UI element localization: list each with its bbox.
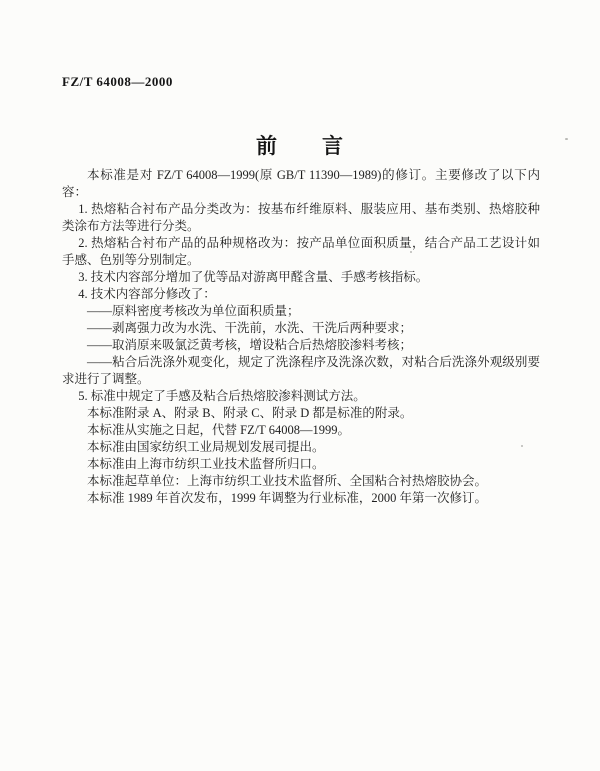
foreword-history: 本标准 1989 年首次发布，1999 年调整为行业标准，2000 年第一次修订。	[87, 491, 488, 505]
foreword-item-3: 3. 技术内容部分增加了优等品对游离甲醛含量、手感考核指标。	[78, 270, 429, 284]
standard-number: FZ/T 64008—2000	[62, 74, 173, 89]
foreword-managed-by: 本标准由上海市纺织工业技术监督所归口。	[87, 457, 325, 471]
scan-speck	[565, 138, 568, 140]
foreword-subitem-density: ——原料密度考核改为单位面积质量；	[87, 304, 300, 318]
foreword-body	[62, 167, 540, 507]
foreword-subitem-chlorine: ——取消原来吸氯泛黄考核，增设粘合后热熔胶渗料考核；	[87, 338, 413, 352]
foreword-item-2: 2. 热熔粘合衬布产品的品种规格改为：按产品单位面积质量，结合产品工艺设计如手感、色别等分别制定。	[62, 236, 540, 267]
foreword-drafted-by: 本标准起草单位：上海市纺织工业技术监督所、全国粘合衬热熔胶协会。	[87, 474, 488, 488]
foreword-subitem-washing: ——粘合后洗涤外观变化，规定了洗涤程序及洗涤次数，对粘合后洗涤外观级别要求进行了调整。	[62, 355, 540, 386]
foreword-proposed-by: 本标准由国家纺织工业局规划发展司提出。	[87, 440, 325, 454]
foreword-annexes: 本标准附录 A、附录 B、附录 C、附录 D 都是标准的附录。	[87, 406, 413, 420]
foreword-item-4: 4. 技术内容部分修改了：	[78, 287, 216, 301]
foreword-item-1: 1. 热熔粘合衬布产品分类改为：按基布纤维原料、服装应用、基布类别、热熔胶种类涂布方法等进行分类。	[62, 202, 540, 233]
scan-speck	[410, 251, 412, 253]
scan-speck	[521, 445, 523, 447]
foreword-replaces: 本标准从实施之日起，代替 FZ/T 64008—1999。	[87, 423, 350, 437]
foreword-item-5: 5. 标准中规定了手感及粘合后热熔胶渗料测试方法。	[78, 389, 366, 403]
page-title: 前 言	[256, 134, 344, 158]
foreword-intro: 本标准是对 FZ/T 64008—1999(原 GB/T 11390—1989)的修订。主要修改了以下内容：	[62, 168, 540, 199]
foreword-subitem-peel: ——剥离强力改为水洗、干洗前，水洗、干洗后两种要求；	[87, 321, 413, 335]
